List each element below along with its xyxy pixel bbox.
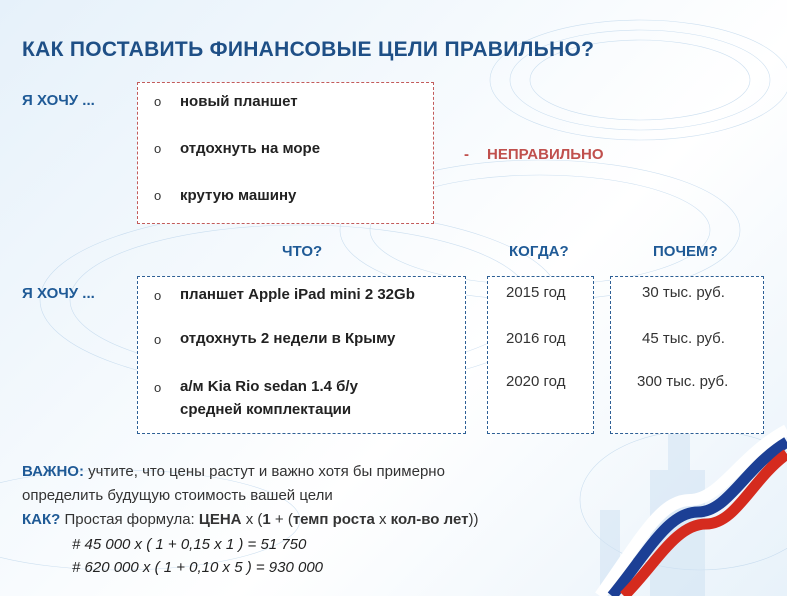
bullet-icon: o bbox=[154, 288, 162, 303]
goal-what: а/м Kia Rio sedan 1.4 б/у bbox=[180, 378, 358, 395]
formula-op: х ( bbox=[241, 511, 263, 528]
goal-price: 45 тыс. руб. bbox=[642, 330, 725, 347]
header-what: ЧТО? bbox=[282, 243, 323, 260]
bullet-icon: o bbox=[154, 188, 162, 203]
formula-op: х bbox=[374, 511, 391, 528]
wrong-goal-item: крутую машину bbox=[180, 187, 297, 204]
bullet-icon: o bbox=[154, 141, 162, 156]
right-section-label: Я ХОЧУ ... bbox=[22, 285, 95, 302]
bullet-icon: o bbox=[154, 94, 162, 109]
formula-example: # 45 000 х ( 1 + 0,15 х 1 ) = 51 750 bbox=[72, 536, 307, 553]
bullet-icon: o bbox=[154, 380, 162, 395]
page-title: КАК ПОСТАВИТЬ ФИНАНСОВЫЕ ЦЕЛИ ПРАВИЛЬНО? bbox=[22, 38, 595, 61]
formula-line bbox=[22, 511, 478, 528]
goal-what: отдохнуть 2 недели в Крыму bbox=[180, 330, 396, 347]
formula-growth: темп роста bbox=[292, 511, 375, 528]
goal-when: 2020 год bbox=[506, 373, 566, 390]
formula-close: )) bbox=[468, 511, 479, 528]
goal-when: 2016 год bbox=[506, 330, 566, 347]
formula-example: # 620 000 х ( 1 + 0,10 х 5 ) = 930 000 bbox=[72, 559, 324, 576]
header-when: КОГДА? bbox=[509, 243, 569, 260]
goal-when: 2015 год bbox=[506, 284, 566, 301]
formula-price: ЦЕНА bbox=[198, 511, 242, 528]
header-price: ПОЧЕМ? bbox=[653, 243, 718, 260]
wrong-section-label: Я ХОЧУ ... bbox=[22, 92, 95, 109]
formula-one: 1 bbox=[262, 511, 271, 528]
how-label: КАК? bbox=[22, 511, 61, 528]
formula-years: кол-во лет bbox=[390, 511, 469, 528]
verdict-text: НЕПРАВИЛЬНО bbox=[487, 146, 604, 163]
formula-op: + ( bbox=[270, 511, 293, 528]
goal-what-continued: средней комплектации bbox=[180, 401, 352, 418]
how-text: Простая формула: bbox=[60, 511, 199, 528]
important-note-line2: определить будущую стоимость вашей цели bbox=[22, 487, 333, 504]
goal-what: планшет Apple iPad mini 2 32Gb bbox=[180, 286, 415, 303]
goal-price: 300 тыс. руб. bbox=[637, 373, 729, 390]
wrong-verdict bbox=[464, 146, 604, 163]
bullet-icon: o bbox=[154, 332, 162, 347]
important-label: ВАЖНО: bbox=[22, 463, 84, 480]
verdict-dash: - bbox=[464, 146, 469, 163]
goal-price: 30 тыс. руб. bbox=[642, 284, 725, 301]
important-text: учтите, что цены растут и важно хотя бы примерно bbox=[83, 463, 445, 480]
important-note-line1 bbox=[22, 463, 445, 480]
wrong-goal-item: новый планшет bbox=[180, 93, 298, 110]
wrong-goal-item: отдохнуть на море bbox=[180, 140, 321, 157]
